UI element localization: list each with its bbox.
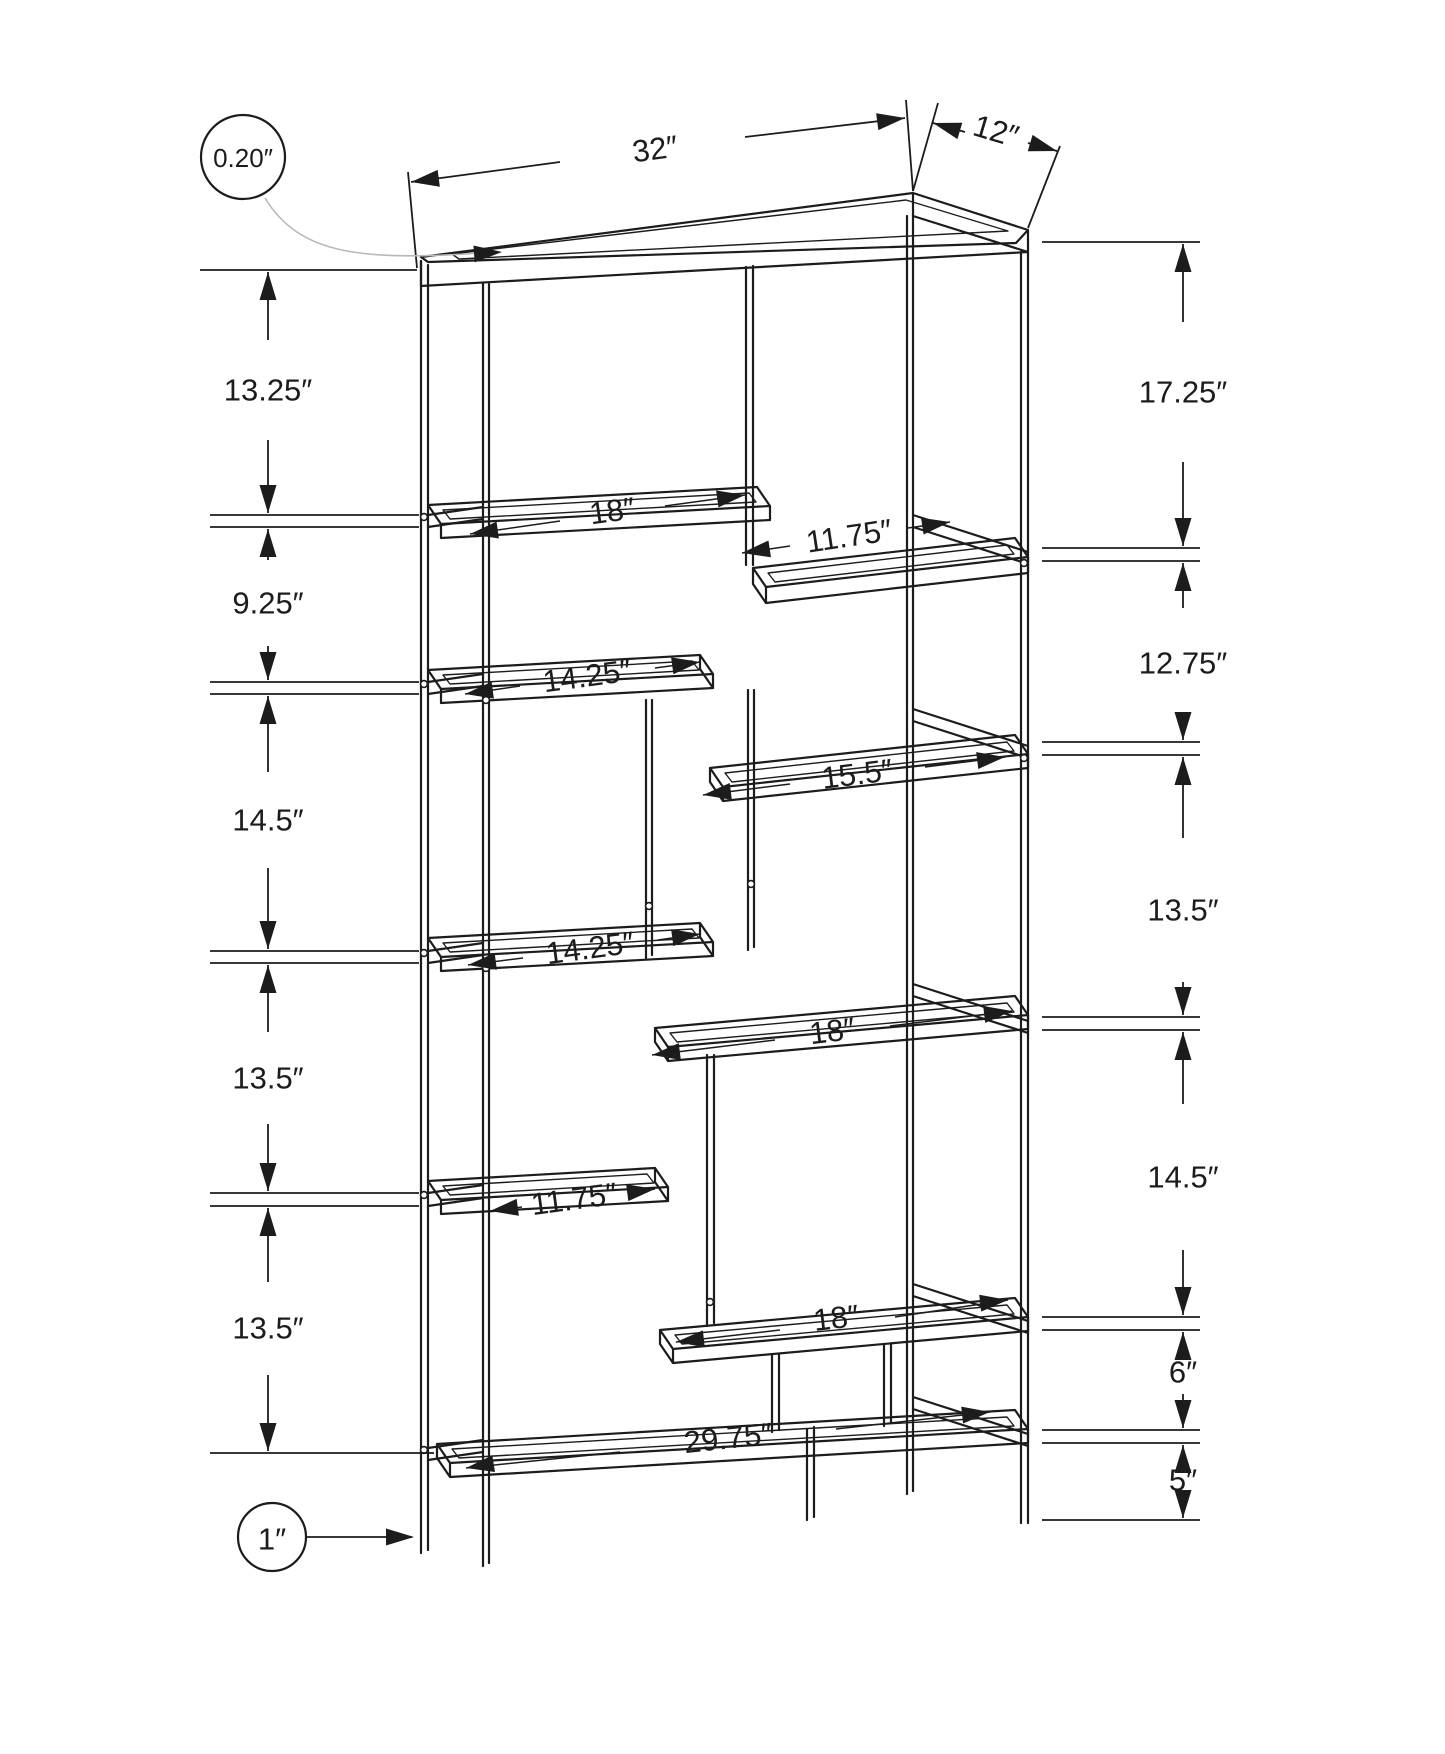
top-glass-inset	[452, 200, 1008, 259]
frame-posts	[421, 216, 1028, 1566]
shelf-dim-1: 11.75″	[803, 512, 895, 560]
shelf-dim-4: 14.25″	[543, 924, 637, 972]
shelf-dim-7: 18″	[811, 1298, 861, 1338]
dim-glass-thickness-label: 0.20″	[213, 143, 273, 173]
dim-right-4: 6″	[1168, 1354, 1198, 1390]
frame-joint-dots	[421, 514, 1028, 1454]
shelf-dim-6: 11.75″	[528, 1175, 620, 1223]
dim-left-1: 9.25″	[232, 585, 304, 621]
top-panel	[421, 193, 1028, 286]
shelf-dim-3: 15.5″	[819, 752, 895, 796]
shelf-dim-2: 14.25″	[540, 652, 634, 700]
top-dim-lines	[408, 100, 1060, 268]
dim-right-2: 13.5″	[1147, 892, 1219, 928]
shelf-dim-0: 18″	[587, 490, 637, 532]
dim-leg-thickness-label: 1″	[257, 1521, 287, 1557]
left-face-rails	[428, 507, 483, 1460]
dim-left-2: 14.5″	[232, 802, 304, 838]
left-extension-lines	[200, 270, 434, 1453]
dim-top-depth-label: 12″	[969, 107, 1023, 155]
bookcase-structure	[421, 193, 1028, 1566]
dim-right-3: 14.5″	[1147, 1159, 1219, 1195]
shelf-dim-5: 18″	[807, 1010, 857, 1052]
dim-top-width-label: 32″	[630, 128, 680, 170]
dim-right-1: 12.75″	[1138, 645, 1228, 681]
dim-left-0: 13.25″	[223, 372, 313, 408]
glass-callout-leader	[265, 198, 495, 256]
dim-left-3: 13.5″	[232, 1060, 304, 1096]
dimension-annotations	[200, 100, 1227, 1571]
left-dim-chain	[268, 272, 412, 1537]
dim-right-0: 17.25″	[1138, 374, 1228, 410]
shelf-dim-8: 29.75″	[682, 1415, 774, 1461]
dim-right-5: 5″	[1168, 1462, 1198, 1498]
dim-left-4: 13.5″	[232, 1310, 304, 1346]
right-extension-lines	[1042, 242, 1200, 1520]
